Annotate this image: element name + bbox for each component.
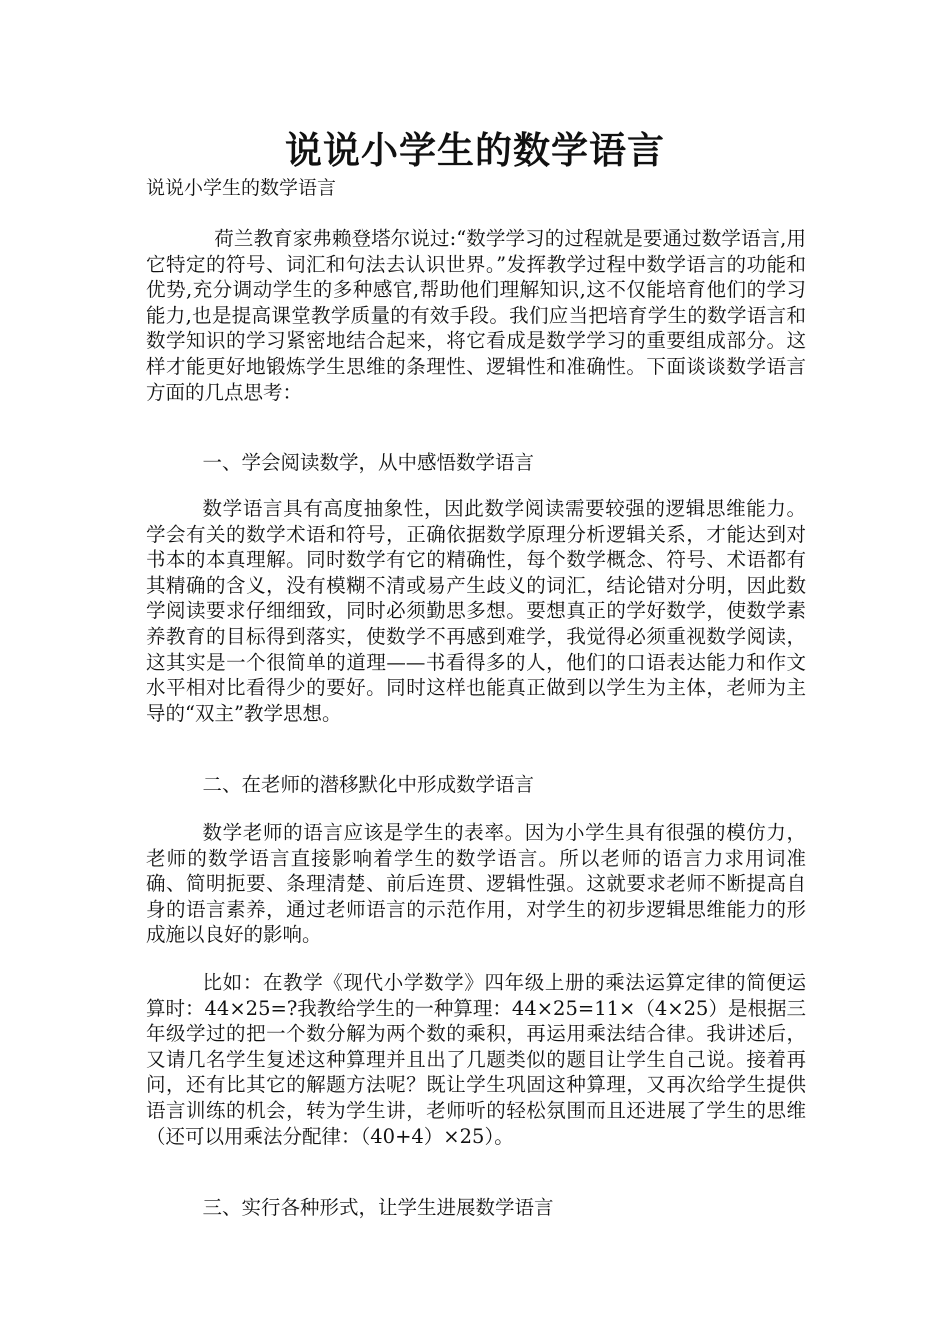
section-1-paragraph: 数学语言具有高度抽象性，因此数学阅读需要较强的逻辑思维能力。学会有关的数学术语和符号，正确依据数学原理分析逻辑关系，才能达到对书本的本真理解。同时数学有它的精确性，每个数学概念、符号、术语都有其精确的含义，没有模糊不清或易产生歧义的词汇，结论错对分明，因此数学阅读要求仔细细致，同时必须勤思多想。要想真正的学好数学，使数学素养教育的目标得到落实，使数学不再感到难学，我觉得必须重视数学阅读，这其实是一个很简单的道理——书看得多的人，他们的口语表达能力和作文水平相对比看得少的要好。同时这样也能真正做到以学生为主体，老师为主导的“双主”教学思想。 xyxy=(146,497,806,725)
document-title: 说说小学生的数学语言 xyxy=(285,128,665,172)
section-2-paragraph-1: 数学老师的语言应该是学生的表率。因为小学生具有很强的模仿力，老师的数学语言直接影响着学生的数学语言。所以老师的语言力求用词准确、简明扼要、条理清楚、前后连贯、逻辑性强。这就要求老师不断提高自身的语言素养，通过老师语言的示范作用，对学生的初步逻辑思维能力的形成施以良好的影响。 xyxy=(146,821,806,947)
section-2-paragraph-2: 比如：在教学《现代小学数学》四年级上册的乘法运算定律的简便运算时：44×25=?我教给学生的一种算理：44×25=11×（4×25）是根据三年级学过的把一个数分解为两个数的乘积，再运用乘法结合律。我讲述后，又请几名学生复述这种算理并且出了几题类似的题目让学生自己说。接着再问，还有比其它的解题方法呢？既让学生巩固这种算理，又再次给学生提供语言训练的机会，转为学生讲，老师听的轻松氛围而且还进展了学生的思维（还可以用乘法分配律：（40+4）×25）。 xyxy=(146,971,806,1148)
section-heading-1: 一、学会阅读数学，从中感悟数学语言 xyxy=(202,451,535,474)
section-heading-2: 二、在老师的潜移默化中形成数学语言 xyxy=(202,773,535,796)
section-heading-3: 三、实行各种形式，让学生进展数学语言 xyxy=(202,1196,554,1219)
document-subtitle: 说说小学生的数学语言 xyxy=(146,177,337,199)
intro-paragraph: 荷兰教育家弗赖登塔尔说过:“数学学习的过程就是要通过数学语言,用它特定的符号、词汇和句法去认识世界。”发挥教学过程中数学语言的功能和优势,充分调动学生的多种感官,帮助他们理解知识,这不仅能培育他们的学习能力,也是提高课堂教学质量的有效手段。我们应当把培育学生的数学语言和数学知识的学习紧密地结合起来，将它看成是数学学习的重要组成部分。这样才能更好地锻炼学生思维的条理性、逻辑性和准确性。下面谈谈数学语言方面的几点思考： xyxy=(146,227,806,404)
